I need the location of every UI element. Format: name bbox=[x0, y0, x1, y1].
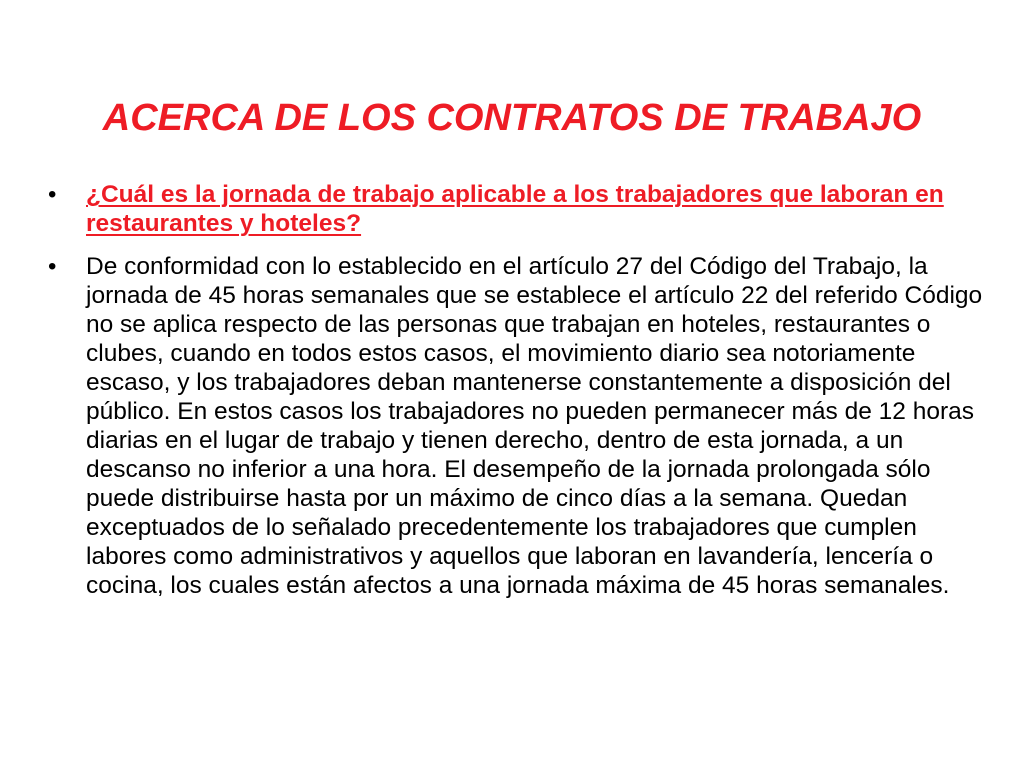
bullet-question bbox=[48, 180, 998, 238]
slide-title: ACERCA DE LOS CONTRATOS DE TRABAJO bbox=[102, 97, 922, 140]
answer-text: De conformidad con lo establecido en el artículo 27 del Código del Trabajo, la jornada de 45 horas semanales que se establece el artículo 22 del referido Código no se aplica respecto de las personas que trabajan en hoteles, restaurantes o clubes, cuando en todos estos casos, el movimiento diario sea notoriamente escaso, y los trabajadores deban mantenerse constantemente a disposición del público. En estos casos los trabajadores no pueden permanecer más de 12 horas diarias en el lugar de trabajo y tienen derecho, dentro de esta jornada, a un descanso no inferior a una hora. El desempeño de la jornada prolongada sólo puede distribuirse hasta por un máximo de cinco días a la semana. Quedan exceptuados de lo señalado precedentemente los trabajadores que cumplen labores como administrativos y aquellos que laboran en lavandería, lencería o cocina, los cuales están afectos a una jornada máxima de 45 horas semanales. bbox=[86, 253, 983, 599]
bullet-answer bbox=[48, 252, 998, 600]
bullet-marker: • bbox=[48, 181, 57, 208]
bullet-marker: • bbox=[48, 253, 57, 280]
slide-content bbox=[48, 180, 998, 614]
question-text: ¿Cuál es la jornada de trabajo aplicable a los trabajadores que laboran en restaurantes y hoteles? bbox=[86, 181, 944, 237]
